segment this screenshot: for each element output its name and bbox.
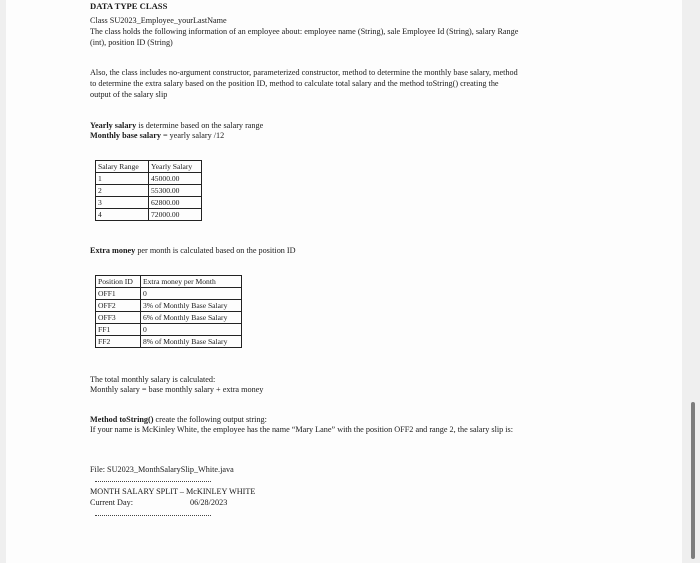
- table-cell: 6% of Monthly Base Salary: [141, 312, 242, 324]
- table-header-row: [96, 276, 242, 288]
- table-row: [96, 209, 202, 221]
- class-description: The class holds the following information of an employee about: employee name (String), sale Employee Id (String), salary Range (int), position ID (String): [90, 27, 519, 47]
- monthly-salary-text: = yearly salary /12: [160, 131, 225, 140]
- table-row: [96, 324, 242, 336]
- method-label: Method toString(): [90, 415, 154, 424]
- position-id-table: [95, 275, 242, 348]
- table-cell: 3% of Monthly Base Salary: [141, 300, 242, 312]
- table-header-cell: Yearly Salary: [149, 161, 202, 173]
- slip-title: MONTH SALARY SPLIT – McKINLEY WHITE: [90, 487, 256, 496]
- table-cell: OFF3: [96, 312, 141, 324]
- table-cell: 0: [141, 288, 242, 300]
- table-cell: 45000.00: [149, 173, 202, 185]
- table-cell: 3: [96, 197, 149, 209]
- extra-money-text: per month is calculated based on the position ID: [135, 246, 296, 255]
- table-row: [96, 300, 242, 312]
- total-salary-line: The total monthly salary is calculated:: [90, 375, 216, 384]
- table-row: [96, 197, 202, 209]
- current-day-label: Current Day:: [90, 498, 133, 507]
- also-paragraph: Also, the class includes no-argument constructor, parameterized constructor, method to determine the monthly base salary, method to determine the extra salary based on the position ID, method to calculate total salary and the method toString() creating the output of the salary slip: [90, 68, 518, 99]
- extra-money-line: [90, 245, 296, 256]
- table-cell: 55300.00: [149, 185, 202, 197]
- table-cell: 0: [141, 324, 242, 336]
- table-cell: 4: [96, 209, 149, 221]
- table-cell: 1: [96, 173, 149, 185]
- doc-title: DATA TYPE CLASS: [90, 1, 168, 11]
- total-formula-line: Monthly salary = base monthly salary + extra money: [90, 385, 264, 394]
- dotted-divider: [95, 481, 211, 482]
- table-header-row: [96, 161, 202, 173]
- table-row: [96, 288, 242, 300]
- class-name-line: Class SU2023_Employee_yourLastName: [90, 16, 227, 25]
- table-cell: 8% of Monthly Base Salary: [141, 336, 242, 348]
- salary-range-table: [95, 160, 202, 221]
- table-cell: OFF1: [96, 288, 141, 300]
- table-row: [96, 336, 242, 348]
- method-text: create the following output string:: [153, 415, 267, 424]
- table-cell: FF2: [96, 336, 141, 348]
- monthly-salary-label: Monthly base salary: [90, 131, 161, 140]
- table-row: [96, 185, 202, 197]
- yearly-salary-label: Yearly salary: [90, 121, 137, 130]
- example-paragraph: If your name is McKinley White, the employee has the name “Mary Lane” with the position OFF2 and range 2, the salary slip is:: [90, 425, 513, 434]
- table-header-cell: Salary Range: [96, 161, 149, 173]
- table-cell: OFF2: [96, 300, 141, 312]
- extra-money-label: Extra money: [90, 246, 136, 255]
- table-cell: 2: [96, 185, 149, 197]
- table-cell: FF1: [96, 324, 141, 336]
- yearly-salary-text: is determine based on the salary range: [136, 121, 264, 130]
- table-header-cell: Position ID: [96, 276, 141, 288]
- table-header-cell: Extra money per Month: [141, 276, 242, 288]
- monthly-salary-line: [90, 130, 224, 141]
- vertical-scrollbar-thumb[interactable]: [691, 402, 695, 559]
- table-row: [96, 312, 242, 324]
- table-cell: 62800.00: [149, 197, 202, 209]
- current-day-value: 06/28/2023: [190, 498, 228, 507]
- dotted-divider: [95, 515, 211, 516]
- table-cell: 72000.00: [149, 209, 202, 221]
- table-row: [96, 173, 202, 185]
- document-page: [6, 0, 682, 563]
- file-name-line: File: SU2023_MonthSalarySlip_White.java: [90, 465, 234, 474]
